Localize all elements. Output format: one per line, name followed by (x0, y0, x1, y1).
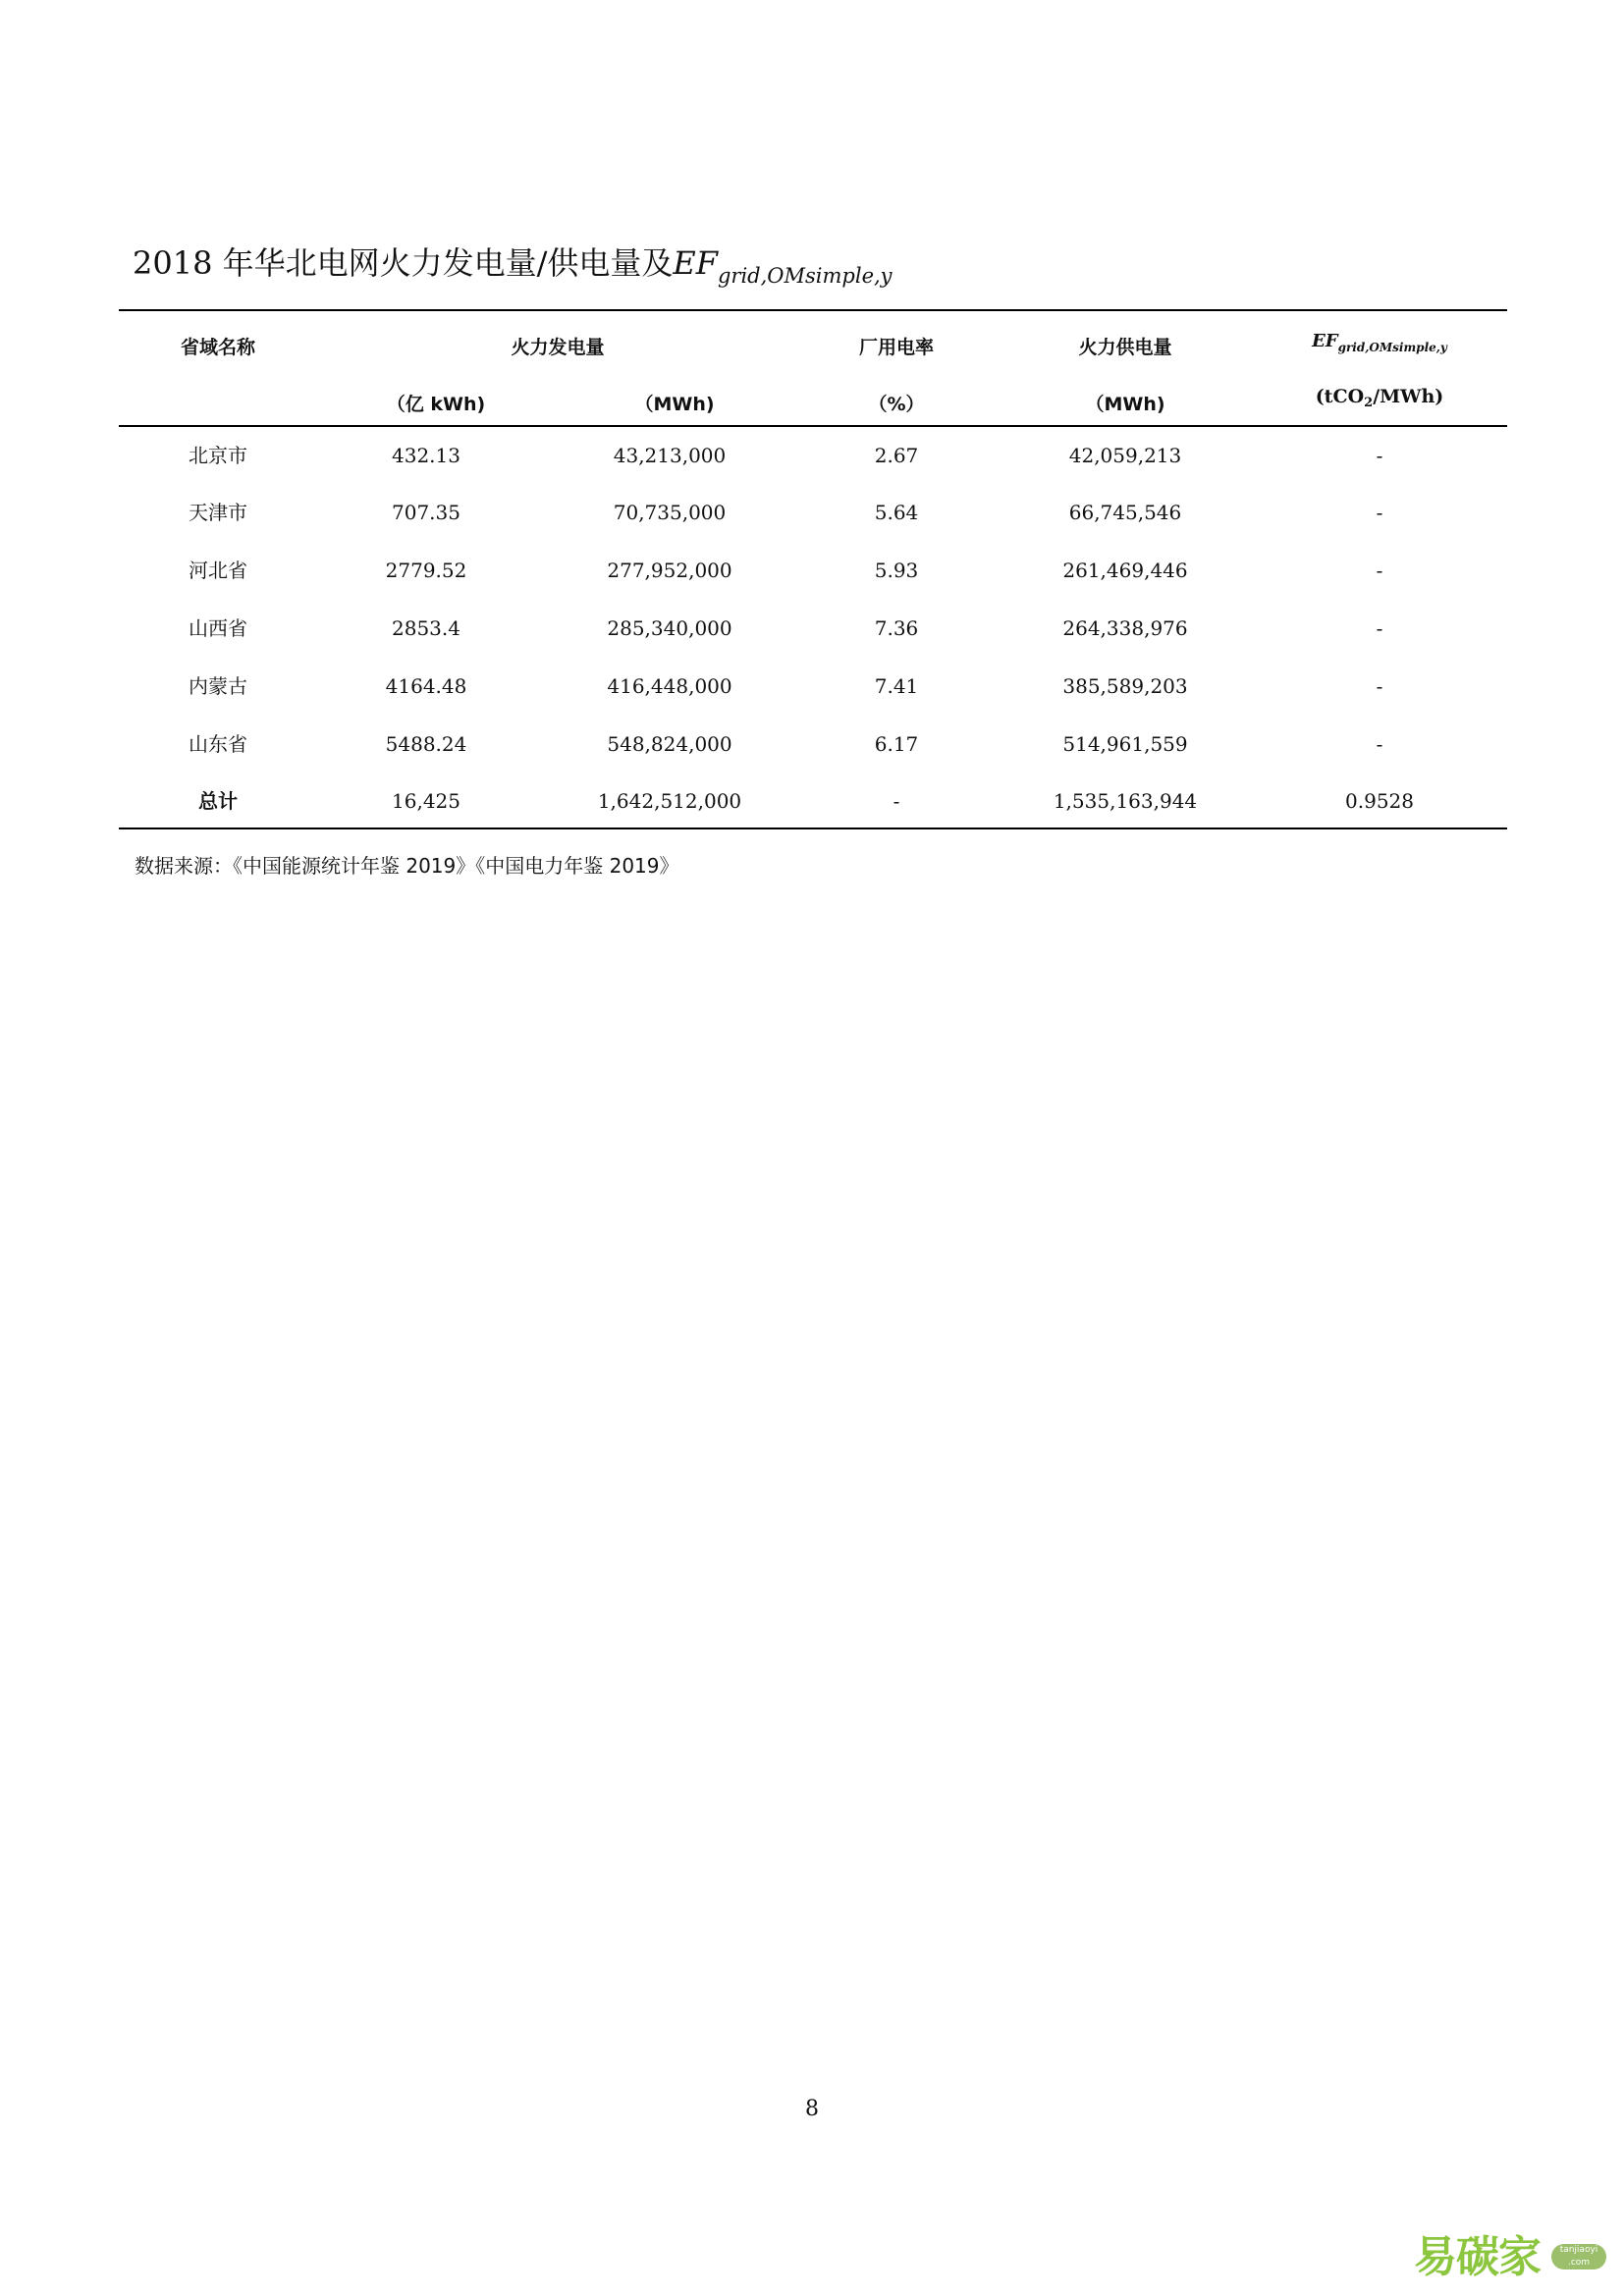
cell-total-gen-mwh: 1,642,512,000 (597, 789, 742, 813)
cell-gen-100m-kwh: 4164.48 (385, 674, 467, 698)
cell-gen-100m-kwh: 2853.4 (392, 616, 460, 640)
header-ef-unit (1316, 383, 1444, 417)
cell-ef: - (1376, 559, 1383, 582)
cell-gen-mwh: 548,824,000 (607, 732, 732, 756)
data-source-note: 数据来源：《中国能源统计年鉴 2019》《中国电力年鉴 2019》 (135, 854, 679, 878)
cell-rate: 7.36 (874, 616, 919, 640)
cell-rate: 2.67 (874, 444, 919, 467)
cell-gen-100m-kwh: 5488.24 (385, 732, 467, 756)
watermark-badge (1551, 2244, 1606, 2269)
table-top-rule (119, 309, 1507, 311)
cell-total-supply-mwh: 1,535,163,944 (1053, 789, 1198, 813)
cell-gen-100m-kwh: 432.13 (392, 444, 460, 467)
cell-gen-mwh: 416,448,000 (607, 674, 732, 698)
watermark-text: 易碳家 (1414, 2232, 1541, 2282)
header-generation: 火力发电量 (511, 337, 605, 358)
header-generation-unit-mwh: （MWh) (634, 394, 715, 415)
cell-ef: - (1376, 674, 1383, 698)
watermark-logo (1414, 2230, 1610, 2285)
title-text: 2018 年华北电网火力发电量/供电量及 (133, 244, 674, 282)
ef-unit-pre: (tCO (1315, 386, 1365, 407)
cell-supply-mwh: 514,961,559 (1062, 732, 1188, 756)
cell-total-gen-100m-kwh: 16,425 (392, 789, 460, 813)
cell-gen-mwh: 277,952,000 (607, 559, 732, 582)
cell-ef: - (1376, 616, 1383, 640)
cell-gen-mwh: 43,213,000 (613, 444, 727, 467)
header-generation-unit-100m-kwh: （亿 kWh) (386, 394, 486, 415)
header-ef-symbol: EF (1312, 331, 1338, 351)
page-number: 8 (805, 2097, 819, 2121)
cell-province: 山西省 (189, 616, 247, 640)
cell-province: 北京市 (189, 444, 247, 467)
cell-supply-mwh: 261,469,446 (1062, 559, 1188, 582)
header-ef (1312, 328, 1447, 361)
cell-ef: - (1376, 501, 1383, 524)
cell-total-ef: 0.9528 (1345, 789, 1414, 813)
title-ef: EF (673, 244, 718, 282)
cell-province: 内蒙古 (189, 674, 247, 698)
cell-gen-100m-kwh: 2779.52 (385, 559, 467, 582)
table-bottom-rule (119, 828, 1507, 829)
header-supply: 火力供电量 (1078, 337, 1172, 358)
cell-gen-100m-kwh: 707.35 (392, 501, 460, 524)
cell-province: 山东省 (189, 732, 247, 756)
cell-supply-mwh: 42,059,213 (1068, 444, 1182, 467)
cell-rate: 7.41 (874, 674, 919, 698)
header-rate: 厂用电率 (858, 337, 935, 358)
table-title (133, 241, 893, 297)
ef-unit-post: /MWh) (1373, 386, 1444, 407)
watermark-badge-line1: tanjiaoyi (1559, 2245, 1598, 2255)
cell-province: 天津市 (189, 501, 247, 524)
ef-unit-sub: 2 (1364, 396, 1374, 410)
title-ef-subscript: grid,OMsimple,y (717, 264, 893, 288)
cell-total-rate: - (893, 789, 900, 813)
cell-supply-mwh: 66,745,546 (1068, 501, 1182, 524)
header-ef-subscript: grid,OMsimple,y (1337, 341, 1447, 354)
watermark-badge-line2: .com (1567, 2258, 1591, 2268)
cell-gen-mwh: 70,735,000 (613, 501, 727, 524)
cell-total-label: 总计 (198, 789, 238, 813)
cell-rate: 5.64 (874, 501, 919, 524)
cell-supply-mwh: 385,589,203 (1062, 674, 1188, 698)
cell-ef: - (1376, 444, 1383, 467)
cell-gen-mwh: 285,340,000 (607, 616, 732, 640)
header-rate-unit: （%） (868, 394, 925, 415)
table-header-rule (119, 425, 1507, 427)
cell-rate: 5.93 (874, 559, 919, 582)
cell-supply-mwh: 264,338,976 (1062, 616, 1188, 640)
cell-province: 河北省 (189, 559, 247, 582)
header-supply-unit: （MWh) (1085, 394, 1165, 415)
header-province: 省域名称 (180, 337, 256, 358)
cell-rate: 6.17 (874, 732, 919, 756)
cell-ef: - (1376, 732, 1383, 756)
